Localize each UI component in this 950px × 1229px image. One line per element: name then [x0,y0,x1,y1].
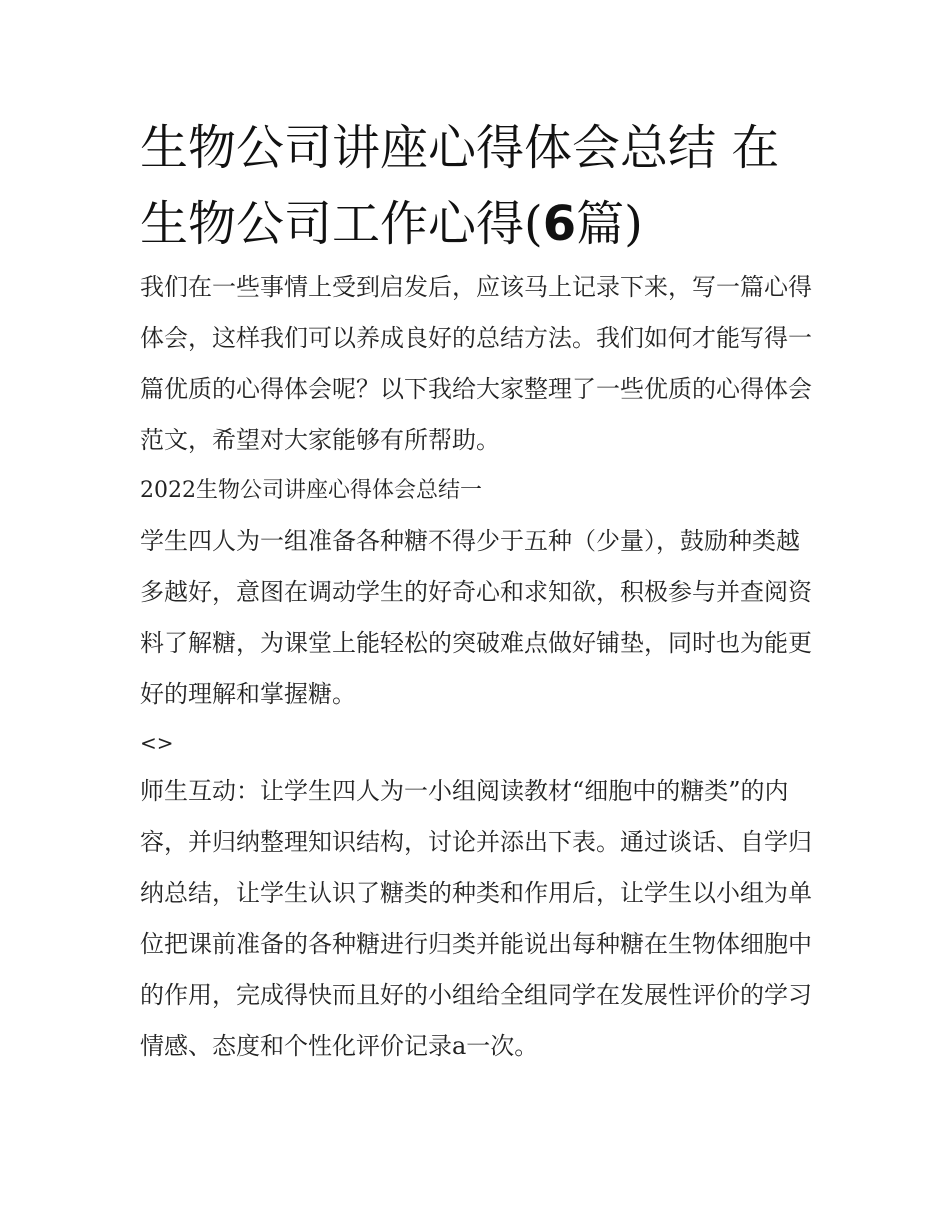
placeholder-marker: <> [140,731,174,755]
body-paragraph-2: 师生互动：让学生四人为一小组阅读教材“细胞中的糖类”的内容，并归纳整理知识结构，讨论并添出下表。通过谈话、自学归纳总结，让学生认识了糖类的种类和作用后，让学生以小组为单位把课前准备的各种糖进行归类并能说出每种糖在生物体细胞中的作用，完成得快而且好的小组给全组同学在发展性评价的学习情感、态度和个性化评价记录a一次。 [140,777,812,1060]
section-heading: 2022生物公司讲座心得体会总结一 [140,478,482,503]
title-text-part2: 篇) [576,196,643,252]
title-text-part1: 生物公司讲座心得体会总结 在生物公司工作心得( [140,120,780,252]
intro-paragraph: 我们在一些事情上受到启发后，应该马上记录下来，写一篇心得体会，这样我们可以养成良好的总结方法。我们如何才能写得一篇优质的心得体会呢？以下我给大家整理了一些优质的心得体会范文，希望对大家能够有所帮助。 [140,273,812,454]
body-paragraph-1: 学生四人为一组准备各种糖不得少于五种（少量），鼓励种类越多越好，意图在调动学生的好奇心和求知欲，积极参与并查阅资料了解糖，为课堂上能轻松的突破难点做好铺垫，同时也为能更好的理解和掌握糖。 [140,527,812,708]
document-title [140,110,812,262]
title-number: 6 [542,196,577,252]
document-page [140,110,812,1072]
